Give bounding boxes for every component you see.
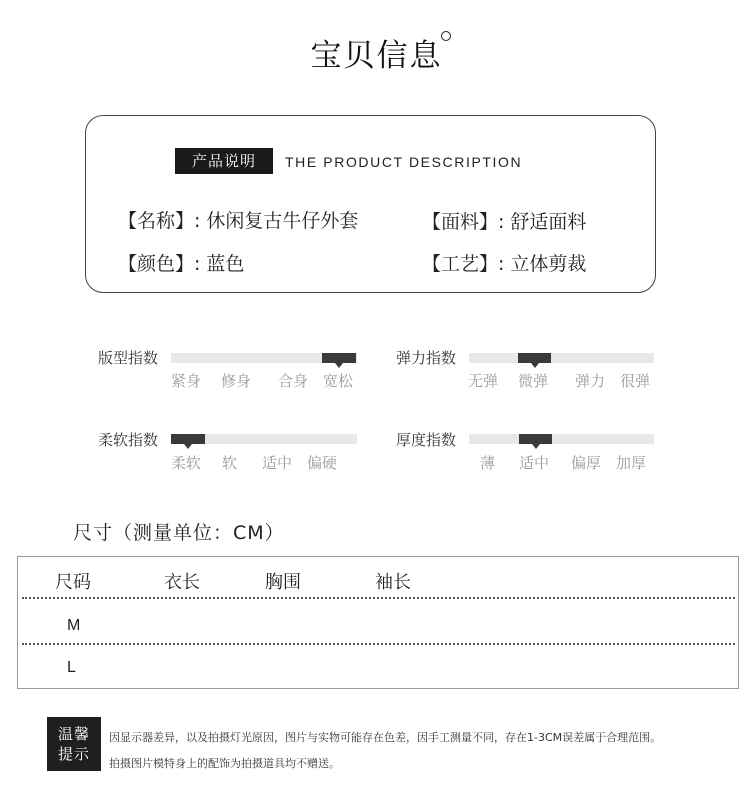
fit-option-1: 紧身 — [171, 372, 202, 390]
elasticity-index-track — [469, 353, 654, 363]
elasticity-option-1: 无弹 — [468, 372, 499, 390]
size-header-sleeve: 袖长 — [375, 572, 411, 593]
notice-badge — [47, 717, 101, 771]
softness-option-2: 软 — [222, 454, 238, 472]
size-header-size: 尺码 — [55, 572, 91, 593]
thickness-index-track — [469, 434, 654, 444]
info-name-label: 【名称】: — [118, 210, 201, 232]
info-color-value: 蓝色 — [206, 253, 245, 275]
info-name — [118, 206, 358, 233]
thickness-index-marker — [519, 434, 552, 444]
description-tag: 产品说明 — [175, 148, 273, 174]
thickness-option-2: 适中 — [519, 454, 550, 472]
notice-badge-line1: 温馨 — [57, 725, 90, 743]
size-section-title: 尺寸（测量单位：CM） — [73, 522, 285, 544]
page-title: 宝贝信息 — [310, 38, 443, 74]
size-table-divider — [22, 597, 735, 599]
thickness-option-4: 加厚 — [616, 454, 647, 472]
fit-option-2: 修身 — [221, 372, 252, 390]
softness-option-3: 适中 — [262, 454, 293, 472]
size-row-m: M — [67, 617, 81, 634]
elasticity-index-marker — [518, 353, 551, 363]
softness-option-1: 柔软 — [171, 454, 202, 472]
info-fabric-value: 舒适面料 — [510, 211, 587, 233]
info-craft-value: 立体剪裁 — [510, 253, 587, 275]
info-name-value: 休闲复古牛仔外套 — [206, 210, 359, 232]
elasticity-option-4: 很弹 — [620, 372, 651, 390]
notice-line-1: 因显示器差异，以及拍摄灯光原因，图片与实物可能存在色差，因手工测量不同，存在1-3CM误差属于合理范围。 — [109, 731, 662, 744]
fit-index-marker — [322, 353, 356, 363]
softness-option-4: 偏硬 — [307, 454, 338, 472]
elasticity-option-2: 微弹 — [518, 372, 549, 390]
info-craft-label: 【工艺】: — [422, 253, 505, 275]
size-table-divider — [22, 643, 735, 645]
info-color — [118, 249, 244, 276]
fit-index-title: 版型指数 — [98, 349, 159, 367]
elasticity-index-title: 弹力指数 — [396, 349, 457, 367]
softness-index-title: 柔软指数 — [98, 431, 159, 449]
thickness-option-3: 偏厚 — [571, 454, 602, 472]
size-row-l: L — [67, 659, 76, 676]
thickness-option-1: 薄 — [480, 454, 496, 472]
fit-option-3: 合身 — [278, 372, 309, 390]
thickness-index-title: 厚度指数 — [396, 431, 457, 449]
softness-index-marker — [171, 434, 205, 444]
circle-mark-icon — [441, 31, 451, 41]
size-header-length: 衣长 — [164, 572, 200, 593]
notice-line-2: 拍摄图片模特身上的配饰为拍摄道具均不赠送。 — [109, 757, 340, 770]
elasticity-option-3: 弹力 — [575, 372, 606, 390]
info-color-label: 【颜色】: — [118, 253, 201, 275]
size-header-chest: 胸围 — [265, 572, 301, 593]
info-fabric — [422, 207, 586, 234]
description-english-title: THE PRODUCT DESCRIPTION — [285, 154, 523, 170]
fit-option-4: 宽松 — [323, 372, 354, 390]
notice-badge-line2: 提示 — [57, 745, 90, 763]
info-craft — [422, 249, 586, 276]
info-fabric-label: 【面料】: — [422, 211, 505, 233]
